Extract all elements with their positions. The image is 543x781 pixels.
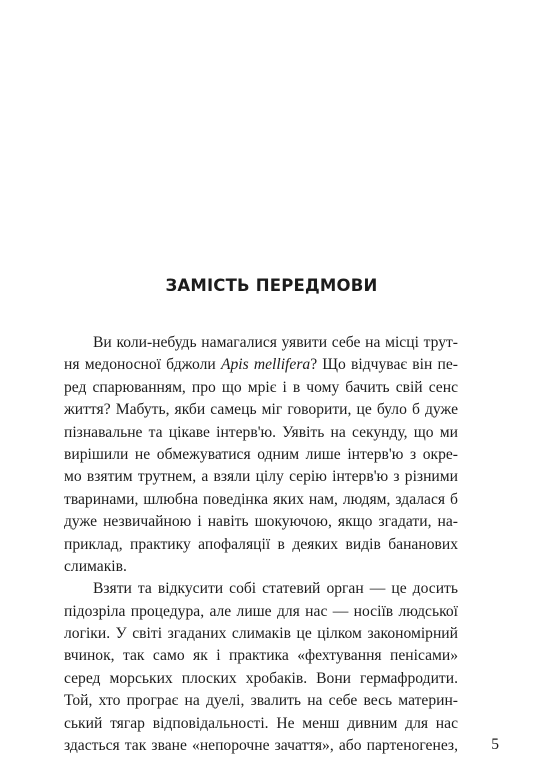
text-line: вчинок, так само як і практика «фехтування пенісами» [64, 647, 458, 665]
text-line: логіки. У світі згаданих слимаків це цілком закономірний [64, 625, 458, 643]
text-fragment: ? Що відчуває він пе- [310, 356, 458, 374]
italic-term: Apis mellifera [220, 356, 311, 374]
chapter-title: ЗАМІСТЬ ПЕРЕДМОВИ [165, 276, 378, 295]
text-fragment: ня медоносної бджоли [64, 356, 221, 374]
paragraph-2 [64, 578, 458, 757]
text-line: дуже незвичайною і навіть шокуючою, якщо згадати, на- [64, 513, 458, 531]
paragraph-1 [64, 332, 458, 578]
text-line: мо взятим трутнем, а взяли цілу серію інтерв'ю з різними [64, 468, 458, 486]
text-line: ред спарюванням, про що мріє і в чому бачить свій сенс [64, 378, 458, 396]
text-line [64, 354, 458, 376]
body-text [64, 332, 458, 757]
text-line: тваринами, шлюбна поведінка яких нам, людям, здалася б [64, 490, 458, 508]
text-line: пізнавальне та цікаве інтерв'ю. Уявіть на секунду, що ми [64, 423, 458, 441]
text-line: слимаків. [64, 557, 127, 575]
text-line: ський тягар відповідальності. Не менш дивним для нас [64, 714, 458, 732]
text-line: серед морських плоских хробаків. Вони гермафродити. [64, 669, 458, 687]
text-line: Ви коли-небудь намагалися уявити себе на місці трут- [93, 334, 458, 351]
text-line: життя? Мабуть, якби самець міг говорити, це було б дуже [64, 401, 458, 419]
text-line: Той, хто програє на дуелі, звалить на себе весь материн- [64, 692, 458, 710]
text-line: приклад, практику апофаляції в деяких видів бананових [64, 535, 458, 553]
text-line: Взяти та відкусити собі статевий орган — це досить [93, 580, 458, 598]
page-number: 5 [491, 736, 499, 753]
text-line: підозріла процедура, але лише для нас — носіїв людської [64, 602, 458, 620]
text-line: вирішили не обмежуватися одним лише інтерв'ю з окре- [64, 445, 458, 463]
text-line: здасться так зване «непорочне зачаття», або партеногенез, [64, 737, 458, 755]
